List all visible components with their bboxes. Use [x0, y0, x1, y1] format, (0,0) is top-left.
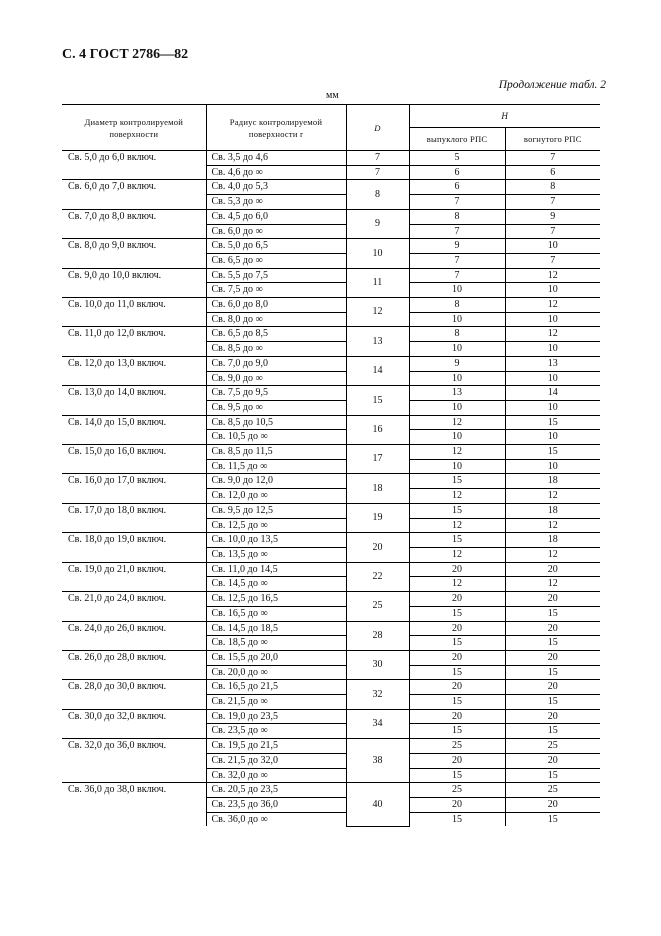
radius-cell: Св. 11,5 до ∞ — [206, 459, 346, 474]
h-convex-cell: 10 — [409, 459, 505, 474]
diameter-cell: Св. 7,0 до 8,0 включ. — [62, 209, 206, 238]
header-radius: Радиус контролируемой поверхности r — [206, 105, 346, 151]
h-convex-cell: 20 — [409, 592, 505, 607]
table-row — [62, 562, 600, 577]
diameter-cell: Св. 10,0 до 11,0 включ. — [62, 298, 206, 327]
h-convex-cell: 20 — [409, 621, 505, 636]
d-cell: 11 — [346, 268, 409, 297]
h-convex-cell: 25 — [409, 783, 505, 798]
h-concave-cell: 25 — [505, 739, 600, 754]
radius-cell: Св. 6,5 до ∞ — [206, 253, 346, 268]
h-convex-cell: 20 — [409, 709, 505, 724]
radius-cell: Св. 6,0 до ∞ — [206, 224, 346, 239]
radius-cell: Св. 6,0 до 8,0 — [206, 298, 346, 313]
h-concave-cell: 12 — [505, 268, 600, 283]
h-convex-cell: 15 — [409, 636, 505, 651]
table-row — [62, 268, 600, 283]
h-concave-cell: 20 — [505, 650, 600, 665]
radius-cell: Св. 19,5 до 21,5 — [206, 739, 346, 754]
radius-cell: Св. 18,5 до ∞ — [206, 636, 346, 651]
h-concave-cell: 10 — [505, 400, 600, 415]
table-row — [62, 503, 600, 518]
h-concave-cell: 15 — [505, 768, 600, 783]
table-header — [62, 105, 600, 151]
h-concave-cell: 15 — [505, 415, 600, 430]
h-convex-cell: 8 — [409, 298, 505, 313]
h-concave-cell: 15 — [505, 445, 600, 460]
h-convex-cell: 20 — [409, 562, 505, 577]
diameter-cell: Св. 16,0 до 17,0 включ. — [62, 474, 206, 503]
h-concave-cell: 15 — [505, 665, 600, 680]
h-convex-cell: 20 — [409, 797, 505, 812]
radius-cell: Св. 15,5 до 20,0 — [206, 650, 346, 665]
d-cell: 18 — [346, 474, 409, 503]
table-row — [62, 445, 600, 460]
h-concave-cell: 7 — [505, 224, 600, 239]
table-row — [62, 739, 600, 754]
diameter-cell: Св. 24,0 до 26,0 включ. — [62, 621, 206, 650]
h-concave-cell: 12 — [505, 547, 600, 562]
diameter-cell: Св. 11,0 до 12,0 включ. — [62, 327, 206, 356]
h-concave-cell: 10 — [505, 342, 600, 357]
d-cell: 17 — [346, 445, 409, 474]
h-convex-cell: 15 — [409, 812, 505, 826]
h-concave-cell: 13 — [505, 356, 600, 371]
radius-cell: Св. 14,5 до ∞ — [206, 577, 346, 592]
h-concave-cell: 10 — [505, 312, 600, 327]
table-row — [62, 209, 600, 224]
table-row — [62, 474, 600, 489]
d-cell: 8 — [346, 180, 409, 209]
h-concave-cell: 25 — [505, 783, 600, 798]
dimensions-table — [62, 104, 600, 827]
table-row — [62, 680, 600, 695]
h-convex-cell: 15 — [409, 606, 505, 621]
table-row — [62, 298, 600, 313]
h-concave-cell: 12 — [505, 577, 600, 592]
radius-cell: Св. 11,0 до 14,5 — [206, 562, 346, 577]
radius-cell: Св. 9,5 до ∞ — [206, 400, 346, 415]
d-cell: 10 — [346, 239, 409, 268]
d-cell: 34 — [346, 709, 409, 738]
h-convex-cell: 15 — [409, 695, 505, 710]
radius-cell: Св. 12,5 до ∞ — [206, 518, 346, 533]
radius-cell: Св. 13,5 до ∞ — [206, 547, 346, 562]
h-concave-cell: 20 — [505, 753, 600, 768]
h-convex-cell: 7 — [409, 268, 505, 283]
h-convex-cell: 12 — [409, 415, 505, 430]
radius-cell: Св. 16,5 до ∞ — [206, 606, 346, 621]
h-convex-cell: 12 — [409, 518, 505, 533]
h-convex-cell: 13 — [409, 386, 505, 401]
radius-cell: Св. 12,0 до ∞ — [206, 489, 346, 504]
h-concave-cell: 18 — [505, 533, 600, 548]
unit-label: мм — [326, 90, 339, 101]
diameter-cell: Св. 8,0 до 9,0 включ. — [62, 239, 206, 268]
header-h-concave: вогнутого РПС — [505, 128, 600, 151]
table-row — [62, 415, 600, 430]
h-convex-cell: 6 — [409, 180, 505, 195]
d-cell: 16 — [346, 415, 409, 444]
table-row — [62, 180, 600, 195]
h-convex-cell: 8 — [409, 327, 505, 342]
d-cell: 19 — [346, 503, 409, 532]
h-convex-cell: 15 — [409, 665, 505, 680]
diameter-cell: Св. 26,0 до 28,0 включ. — [62, 650, 206, 679]
radius-cell: Св. 5,3 до ∞ — [206, 195, 346, 210]
h-concave-cell: 20 — [505, 562, 600, 577]
table-row — [62, 151, 600, 166]
h-concave-cell: 7 — [505, 195, 600, 210]
table-row — [62, 650, 600, 665]
d-cell: 9 — [346, 209, 409, 238]
d-cell: 40 — [346, 783, 409, 827]
diameter-cell: Св. 32,0 до 36,0 включ. — [62, 739, 206, 783]
diameter-cell: Св. 30,0 до 32,0 включ. — [62, 709, 206, 738]
table-body — [62, 151, 600, 827]
diameter-cell: Св. 21,0 до 24,0 включ. — [62, 592, 206, 621]
radius-cell: Св. 8,0 до ∞ — [206, 312, 346, 327]
h-convex-cell: 12 — [409, 489, 505, 504]
h-convex-cell: 10 — [409, 371, 505, 386]
page-title: С. 4 ГОСТ 2786—82 — [62, 47, 189, 62]
h-concave-cell: 10 — [505, 430, 600, 445]
table-row — [62, 709, 600, 724]
h-convex-cell: 12 — [409, 445, 505, 460]
header-d: D — [346, 105, 409, 151]
h-convex-cell: 12 — [409, 547, 505, 562]
h-concave-cell: 15 — [505, 695, 600, 710]
table-row — [62, 239, 600, 254]
radius-cell: Св. 8,5 до ∞ — [206, 342, 346, 357]
table-row — [62, 533, 600, 548]
h-convex-cell: 20 — [409, 680, 505, 695]
radius-cell: Св. 7,5 до ∞ — [206, 283, 346, 298]
table-row — [62, 592, 600, 607]
h-concave-cell: 10 — [505, 459, 600, 474]
h-concave-cell: 6 — [505, 165, 600, 180]
diameter-cell: Св. 19,0 до 21,0 включ. — [62, 562, 206, 591]
h-convex-cell: 5 — [409, 151, 505, 166]
h-convex-cell: 20 — [409, 650, 505, 665]
radius-cell: Св. 20,0 до ∞ — [206, 665, 346, 680]
radius-cell: Св. 21,5 до ∞ — [206, 695, 346, 710]
radius-cell: Св. 4,6 до ∞ — [206, 165, 346, 180]
radius-cell: Св. 5,0 до 6,5 — [206, 239, 346, 254]
diameter-cell: Св. 17,0 до 18,0 включ. — [62, 503, 206, 532]
d-cell: 22 — [346, 562, 409, 591]
d-cell: 14 — [346, 356, 409, 385]
d-cell: 20 — [346, 533, 409, 562]
h-convex-cell: 7 — [409, 224, 505, 239]
header-h: H — [409, 105, 600, 128]
radius-cell: Св. 8,5 до 11,5 — [206, 445, 346, 460]
radius-cell: Св. 10,0 до 13,5 — [206, 533, 346, 548]
d-cell: 28 — [346, 621, 409, 650]
diameter-cell: Св. 18,0 до 19,0 включ. — [62, 533, 206, 562]
d-cell: 7 — [346, 165, 409, 180]
diameter-cell: Св. 12,0 до 13,0 включ. — [62, 356, 206, 385]
h-convex-cell: 15 — [409, 474, 505, 489]
h-convex-cell: 10 — [409, 342, 505, 357]
table-row — [62, 621, 600, 636]
d-cell: 38 — [346, 739, 409, 783]
h-concave-cell: 15 — [505, 724, 600, 739]
diameter-cell: Св. 6,0 до 7,0 включ. — [62, 180, 206, 209]
h-concave-cell: 7 — [505, 253, 600, 268]
h-convex-cell: 15 — [409, 768, 505, 783]
h-concave-cell: 8 — [505, 180, 600, 195]
h-concave-cell: 15 — [505, 636, 600, 651]
radius-cell: Св. 10,5 до ∞ — [206, 430, 346, 445]
h-convex-cell: 9 — [409, 356, 505, 371]
radius-cell: Св. 23,5 до 36,0 — [206, 797, 346, 812]
diameter-cell: Св. 36,0 до 38,0 включ. — [62, 783, 206, 827]
h-concave-cell: 10 — [505, 371, 600, 386]
h-convex-cell: 7 — [409, 195, 505, 210]
h-concave-cell: 12 — [505, 518, 600, 533]
h-convex-cell: 10 — [409, 400, 505, 415]
radius-cell: Св. 32,0 до ∞ — [206, 768, 346, 783]
radius-cell: Св. 23,5 до ∞ — [206, 724, 346, 739]
radius-cell: Св. 8,5 до 10,5 — [206, 415, 346, 430]
diameter-cell: Св. 28,0 до 30,0 включ. — [62, 680, 206, 709]
radius-cell: Св. 9,0 до 12,0 — [206, 474, 346, 489]
header-diameter: Диаметр контролируемой поверхности — [62, 105, 206, 151]
h-convex-cell: 6 — [409, 165, 505, 180]
d-cell: 32 — [346, 680, 409, 709]
radius-cell: Св. 7,5 до 9,5 — [206, 386, 346, 401]
h-convex-cell: 20 — [409, 753, 505, 768]
h-concave-cell: 12 — [505, 298, 600, 313]
diameter-cell: Св. 9,0 до 10,0 включ. — [62, 268, 206, 297]
h-concave-cell: 15 — [547, 813, 558, 825]
h-concave-cell: 14 — [505, 386, 600, 401]
h-concave-cell: 20 — [505, 621, 600, 636]
h-concave-cell: 9 — [505, 209, 600, 224]
d-cell: 15 — [346, 386, 409, 415]
diameter-cell: Св. 13,0 до 14,0 включ. — [62, 386, 206, 415]
h-convex-cell: 15 — [409, 503, 505, 518]
radius-cell: Св. 21,5 до 32,0 — [206, 753, 346, 768]
diameter-cell: Св. 15,0 до 16,0 включ. — [62, 445, 206, 474]
h-concave-cell: 20 — [505, 797, 600, 812]
radius-cell: Св. 3,5 до 4,6 — [206, 151, 346, 166]
h-concave-cell: 12 — [505, 327, 600, 342]
diameter-cell: Св. 14,0 до 15,0 включ. — [62, 415, 206, 444]
radius-cell: Св. 6,5 до 8,5 — [206, 327, 346, 342]
h-convex-cell: 7 — [409, 253, 505, 268]
h-convex-cell: 15 — [409, 724, 505, 739]
header-h-convex: выпуклого РПС — [409, 128, 505, 151]
d-cell: 7 — [346, 151, 409, 166]
h-concave-cell: 18 — [505, 503, 600, 518]
h-concave-cell: 7 — [505, 151, 600, 166]
table-row — [62, 386, 600, 401]
d-cell: 13 — [346, 327, 409, 356]
radius-cell: Св. 20,5 до 23,5 — [206, 783, 346, 798]
h-concave-cell: 15 — [505, 606, 600, 621]
d-cell: 30 — [346, 650, 409, 679]
table-row — [62, 356, 600, 371]
h-convex-cell: 8 — [409, 209, 505, 224]
h-concave-cell: 20 — [505, 680, 600, 695]
radius-cell: Св. 12,5 до 16,5 — [206, 592, 346, 607]
radius-cell: Св. 7,0 до 9,0 — [206, 356, 346, 371]
diameter-cell: Св. 5,0 до 6,0 включ. — [62, 151, 206, 180]
h-convex-cell: 10 — [409, 283, 505, 298]
radius-cell: Св. 4,0 до 5,3 — [206, 180, 346, 195]
radius-cell: Св. 4,5 до 6,0 — [206, 209, 346, 224]
radius-cell: Св. 14,5 до 18,5 — [206, 621, 346, 636]
h-concave-cell: 20 — [505, 709, 600, 724]
h-convex-cell: 12 — [409, 577, 505, 592]
h-convex-cell: 9 — [409, 239, 505, 254]
radius-cell: Св. 5,5 до 7,5 — [206, 268, 346, 283]
h-concave-cell: 10 — [505, 283, 600, 298]
d-cell: 25 — [346, 592, 409, 621]
h-convex-cell: 10 — [409, 312, 505, 327]
radius-cell: Св. 9,0 до ∞ — [206, 371, 346, 386]
radius-cell: Св. 9,5 до 12,5 — [206, 503, 346, 518]
h-convex-cell: 25 — [409, 739, 505, 754]
h-convex-cell: 15 — [409, 533, 505, 548]
table-row — [62, 783, 600, 798]
h-concave-cell: 20 — [505, 592, 600, 607]
h-concave-cell: 12 — [505, 489, 600, 504]
radius-cell: Св. 16,5 до 21,5 — [206, 680, 346, 695]
table-row — [62, 327, 600, 342]
h-concave-cell: 10 — [505, 239, 600, 254]
radius-cell: Св. 36,0 до ∞ — [206, 812, 346, 826]
d-cell: 12 — [346, 298, 409, 327]
h-concave-cell: 18 — [505, 474, 600, 489]
radius-cell: Св. 19,0 до 23,5 — [206, 709, 346, 724]
h-convex-cell: 10 — [409, 430, 505, 445]
table-continuation-note: Продолжение табл. 2 — [498, 79, 606, 91]
